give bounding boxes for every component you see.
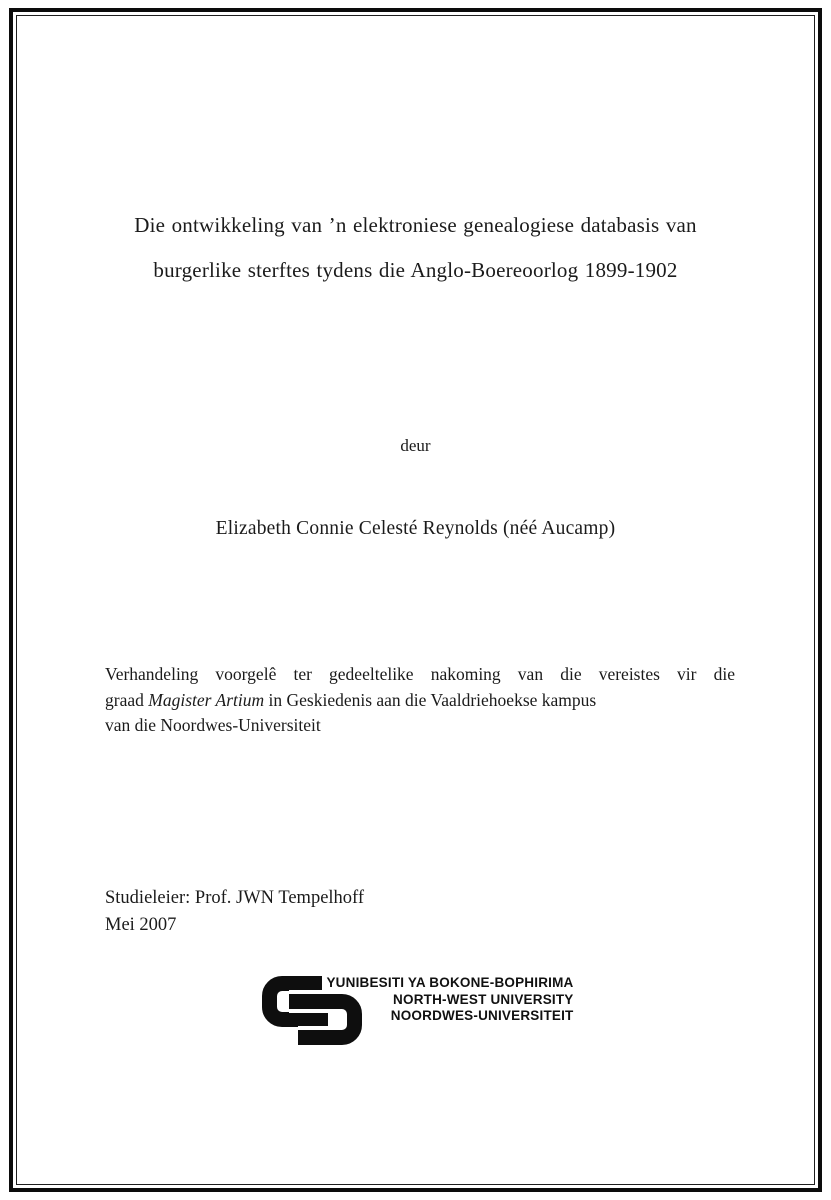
declaration-line-2-prefix: graad — [105, 689, 149, 710]
declaration-line-2-suffix: in Geskiedenis aan die Vaaldriehoekse kampus — [264, 689, 597, 710]
date-line: Mei 2007 — [105, 915, 177, 935]
university-logo-inner — [258, 968, 574, 1058]
declaration-line-1: Verhandeling voorgelê ter gedeeltelike nakoming van die vereistes vir die — [105, 664, 735, 684]
author-name: Elizabeth Connie Celesté Reynolds (néé Aucamp) — [215, 518, 616, 539]
university-name-english: NORTH-WEST UNIVERSITY — [393, 991, 574, 1007]
thesis-title-line-2: burgerlike sterftes tydens die Anglo-Boereoorlog 1899-1902 — [153, 258, 678, 282]
university-name-setswana: YUNIBESITI YA BOKONE-BOPHIRIMA — [326, 975, 574, 990]
university-logo — [0, 968, 831, 1058]
supervisor-date-block — [105, 885, 364, 939]
declaration-line-2 — [105, 688, 735, 714]
degree-name-italic: Magister Artium — [148, 689, 265, 710]
thesis-title-line-1: Die ontwikkeling van ’n elektroniese genealogiese databasis van — [134, 213, 697, 237]
university-name-afrikaans: NOORDWES-UNIVERSITEIT — [390, 1008, 574, 1023]
supervisor-line: Studieleier: Prof. JWN Tempelhoff — [105, 888, 365, 908]
university-logo-text — [326, 975, 573, 1025]
byline-deur: deur — [400, 436, 431, 455]
declaration-paragraph — [105, 662, 735, 739]
declaration-line-3: van die Noordwes-Universiteit — [105, 715, 321, 735]
thesis-title — [55, 203, 776, 293]
